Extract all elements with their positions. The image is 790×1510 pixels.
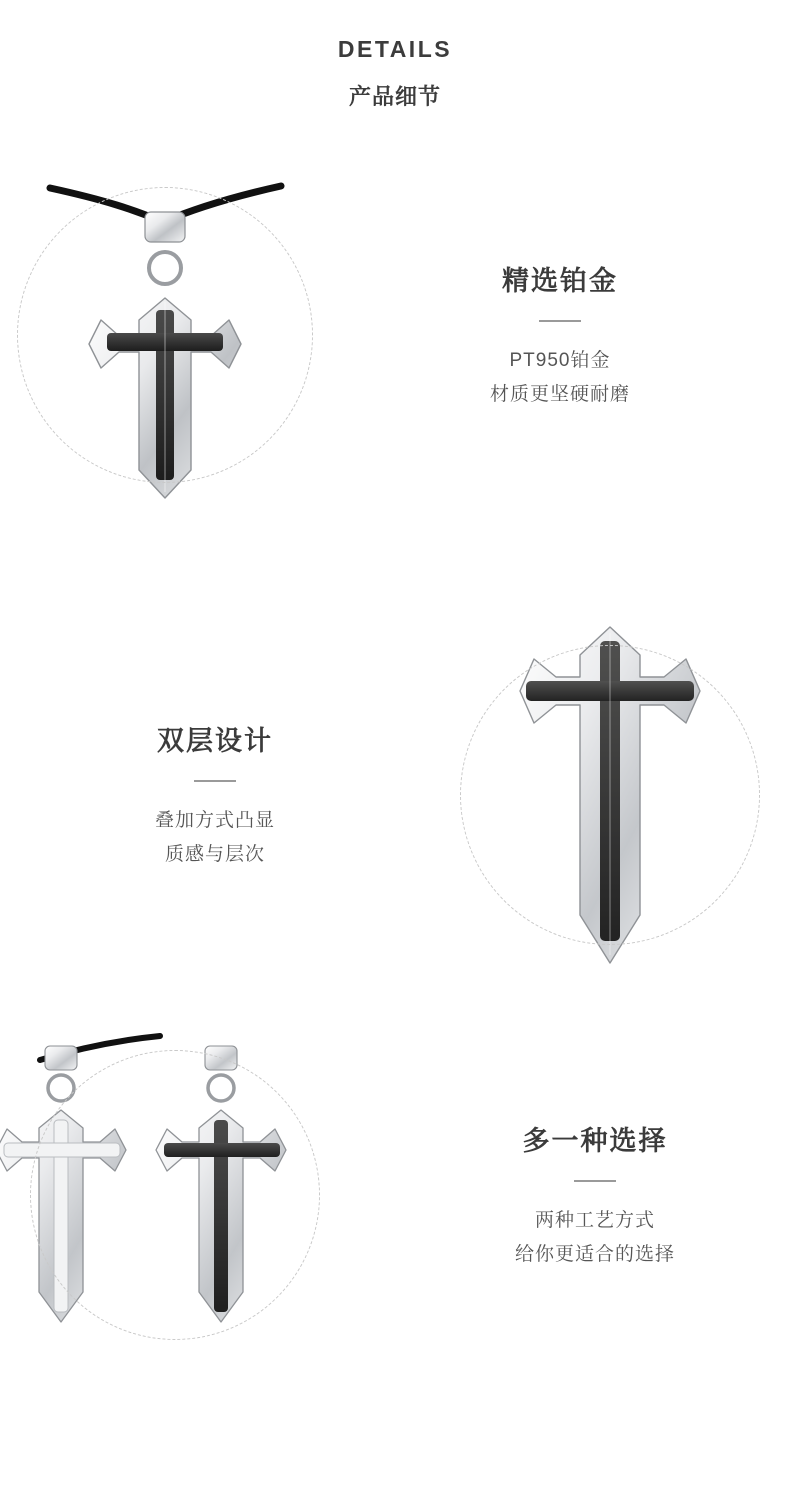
cross-pendant-on-cord-photo [0, 170, 330, 500]
detail-text-material [330, 259, 790, 411]
detail-text-two-styles [400, 1119, 790, 1271]
section-title: 双层设计 [157, 726, 273, 757]
page-header [0, 0, 790, 111]
detail-text-double-layer [0, 719, 430, 871]
detail-section-material [0, 170, 790, 500]
title-divider [539, 320, 581, 322]
section-line-2: 材质更坚硬耐磨 [489, 383, 630, 405]
detail-section-double-layer [0, 615, 790, 975]
section-title: 多一种选择 [522, 1126, 668, 1157]
section-line-2: 质感与层次 [164, 843, 265, 865]
page-title-cn: 产品细节 [348, 83, 441, 109]
section-line-2: 给你更适合的选择 [514, 1243, 675, 1265]
section-line-1: 叠加方式凸显 [154, 810, 275, 832]
title-divider [574, 1180, 616, 1182]
section-line-1: PT950铂金 [509, 350, 611, 372]
page-title-en: DETAILS [337, 36, 453, 62]
dashed-circle-frame [17, 187, 313, 483]
dashed-circle-frame [30, 1050, 320, 1340]
section-title: 精选铂金 [502, 266, 618, 297]
title-divider [194, 780, 236, 782]
detail-section-two-styles [0, 1030, 790, 1360]
two-cross-pendants-photo [0, 1030, 400, 1360]
cross-pendant-closeup-photo [430, 615, 790, 975]
section-line-1: 两种工艺方式 [534, 1210, 655, 1232]
dashed-circle-frame [460, 645, 760, 945]
